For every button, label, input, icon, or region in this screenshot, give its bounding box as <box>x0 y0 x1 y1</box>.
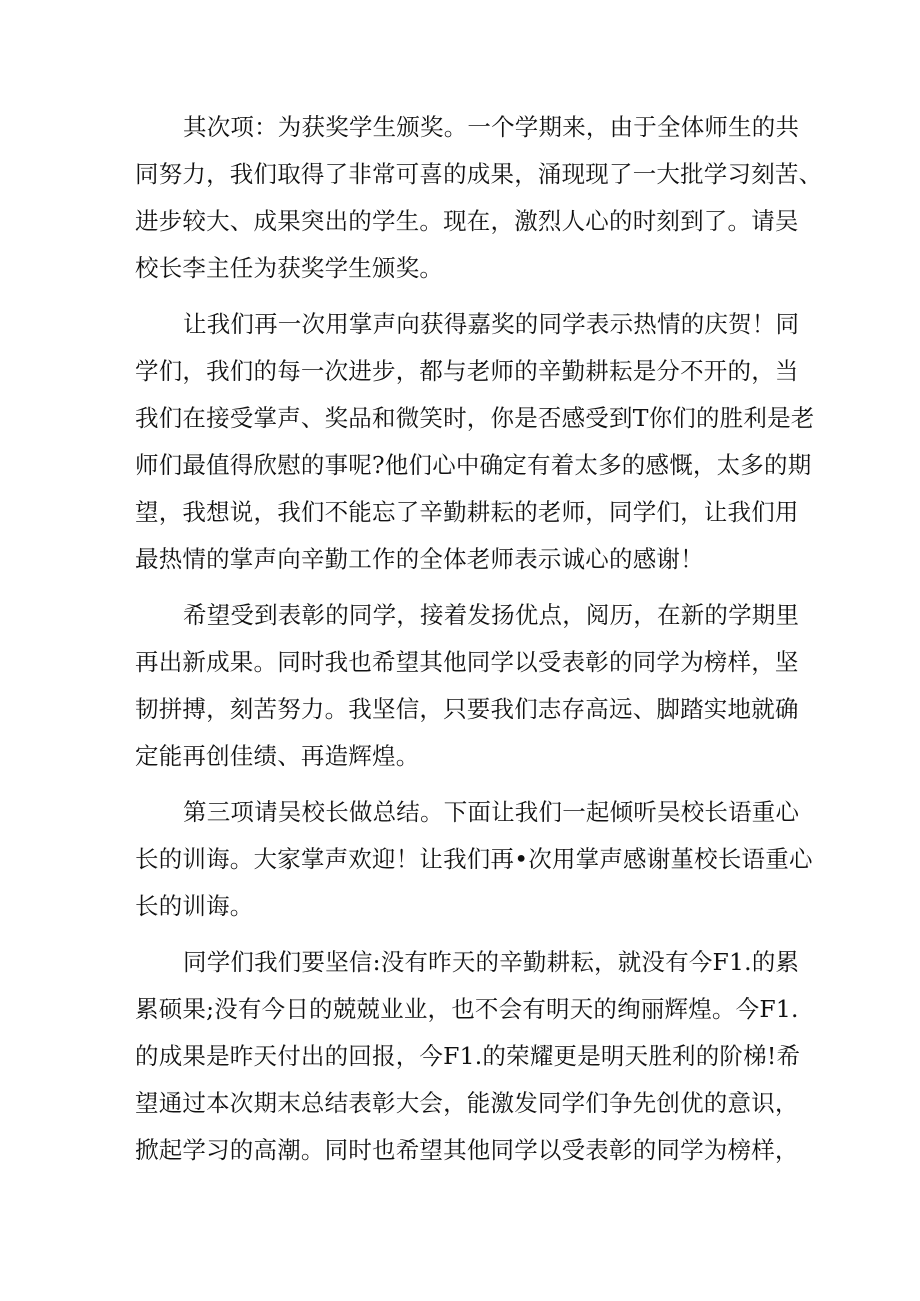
text-line: 师们最值得欣慰的事呢?他们心中确定有着太多的感慨，太多的期 <box>135 451 812 479</box>
text-line: 校长李主任为获奖学生颁奖。 <box>135 254 444 282</box>
text-line: 望通过本次期末总结表彰大会，能激发同学们争先创优的意识， <box>135 1089 799 1117</box>
text-line: 再出新成果。同时我也希望其他同学以受表彰的同学为榜样，坚 <box>135 648 799 676</box>
text-line: 累硕果;没有今日的兢兢业业，也不会有明天的绚丽辉煌。今F1. <box>135 995 799 1023</box>
text-line: 其次项：为获奖学生颁奖。一个学期来，由于全体师生的共 <box>183 113 800 141</box>
paragraph-closing <box>135 939 801 1174</box>
text-line: 最热情的掌声向辛勤工作的全体老师表示诚心的感谢！ <box>135 545 704 573</box>
text-line: 让我们再一次用掌声向获得嘉奖的同学表示热情的庆贺！同 <box>183 310 800 338</box>
text-line: 的成果是昨天付出的回报，今F1.的荣耀更是明天胜利的阶梯!希 <box>135 1042 801 1070</box>
text-line: 长的训诲。 <box>135 892 254 920</box>
text-line: 定能再创佳绩、再造辉煌。 <box>135 742 420 770</box>
paragraph-thank-teachers <box>135 301 815 583</box>
paragraph-award-ceremony <box>135 104 823 292</box>
paragraph-encouragement <box>135 592 800 780</box>
text-line: 第三项请吴校长做总结。下面让我们一起倾听吴校长语重心 <box>183 798 800 826</box>
paragraph-principal-summary <box>135 789 813 930</box>
text-line: 希望受到表彰的同学，接着发扬优点，阅历，在新的学期里 <box>183 601 800 629</box>
text-line: 同学们我们要坚信:没有昨天的辛勤耕耘，就没有今F1.的累 <box>183 948 800 976</box>
text-line: 进步较大、成果突出的学生。现在，激烈人心的时刻到了。请吴 <box>135 207 799 235</box>
text-line: 学们，我们的每一次进步，都与老师的辛勤耕耘是分不开的，当 <box>135 357 799 385</box>
text-line: 望，我想说，我们不能忘了辛勤耕耘的老师，同学们，让我们用 <box>135 498 799 526</box>
text-line: 韧拼搏，刻苦努力。我坚信，只要我们志存高远、脚踏实地就确 <box>135 695 799 723</box>
text-line: 我们在接受掌声、奖品和微笑时，你是否感受到T你们的胜利是老 <box>135 404 815 432</box>
document-page <box>135 104 823 1183</box>
text-line: 掀起学习的高潮。同时也希望其他同学以受表彰的同学为榜样， <box>135 1136 799 1164</box>
text-line: 长的训诲。大家掌声欢迎！让我们再•次用掌声感谢堇校长语重心 <box>135 845 813 873</box>
text-line: 同努力，我们取得了非常可喜的成果，涌现现了一大批学习刻苦、 <box>135 160 823 188</box>
